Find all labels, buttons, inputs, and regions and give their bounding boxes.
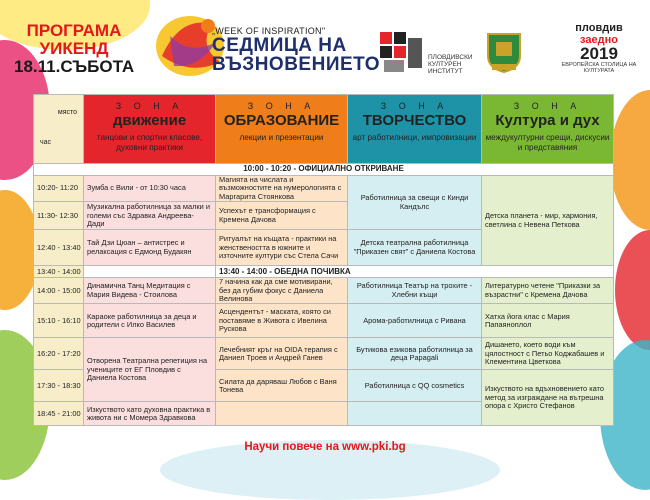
program-weekend: УИКЕНД xyxy=(39,39,109,58)
session-cell: Магията на числата и възможностите на нумерологията с Маргарита Стоянкова xyxy=(216,176,348,202)
zone-header-creativity: З О Н А ТВОРЧЕСТВО арт работилници, импровизации xyxy=(348,95,482,164)
lunch-row xyxy=(34,266,614,278)
session-cell: Работилница за свещи с Кинди Кандълс xyxy=(348,176,482,230)
time-cell: 18:45 - 21:00 xyxy=(34,402,84,426)
time-cell: 10:20- 11:20 xyxy=(34,176,84,202)
zaedno-word: заедно xyxy=(580,34,618,46)
plovdiv-year: 2019 xyxy=(580,44,618,63)
plovdiv-2019-logo xyxy=(560,22,638,74)
zone-header-row xyxy=(34,95,614,164)
session-cell: Зумба с Вили - от 10:30 часа xyxy=(84,176,216,202)
time-cell: 12:40 - 13:40 xyxy=(34,230,84,266)
session-cell: Работилница Театър на трохите - Хлебни къщи xyxy=(348,278,482,304)
time-cell: 15:10 - 16:10 xyxy=(34,304,84,338)
zone-header-education: З О Н А ОБРАЗОВАНИЕ лекции и презентации xyxy=(216,95,348,164)
session-cell xyxy=(216,402,348,426)
time-cell: 14:00 - 15:00 xyxy=(34,278,84,304)
session-cell: Отворена Театрална репетиция на учениците от ЕГ Пловдив с Даниела Костова xyxy=(84,338,216,402)
plovdiv-caption: ЕВРОПЕЙСКА СТОЛИЦА НА КУЛТУРАТА xyxy=(561,62,637,74)
plovdiv-crest-icon xyxy=(484,30,524,74)
decor-blob-right-top xyxy=(610,90,650,230)
session-cell: Силата да дарявaш Любов с Ваня Тонева xyxy=(216,370,348,402)
session-cell: Ритуалът на къщата - практики на женствеността в южните и източните култури със Стела Сачи xyxy=(216,230,348,266)
header xyxy=(0,0,650,92)
event-title-line1: СЕДМИЦА НА xyxy=(212,35,347,56)
session-cell: Хатха йога клас с Мария Папаяноплол xyxy=(482,304,614,338)
table-row xyxy=(34,304,614,338)
week-of-inspiration: „WEEK OF INSPIRATION" xyxy=(212,26,326,36)
footer-link[interactable]: Научи повече на www.pki.bg xyxy=(244,441,406,453)
session-cell: Лечебният кръг на OIDA терапия с Даниел Троев и Андрей Ганев xyxy=(216,338,348,370)
plovdiv-word: пловдив xyxy=(575,22,623,34)
table-row xyxy=(34,278,614,304)
session-cell: Бутикова езикова работилница за деца Papagali xyxy=(348,338,482,370)
session-cell: Тай Дзи Цюан – антистрес и релаксация с Едмонд Будакян xyxy=(84,230,216,266)
session-cell: Караоке работилница за деца и родители с Илко Василев xyxy=(84,304,216,338)
time-cell: 13:40 - 14:00 xyxy=(34,266,84,278)
pki-logo-icon xyxy=(378,30,426,74)
session-cell: Динамична Танц Медитация с Мария Видева - Стоилова xyxy=(84,278,216,304)
session-cell: Изкуството като духовна практика в живота ни с Момера Здравкова xyxy=(84,402,216,426)
session-cell: Музикална работилница за малки и големи със Здравка Андреева- Дади xyxy=(84,202,216,230)
opening-cell: 10:00 - 10:20 - ОФИЦИАЛНО ОТКРИВАНЕ xyxy=(34,164,614,176)
session-cell: Успехът е трансформация с Кремена Дачова xyxy=(216,202,348,230)
zone-header-movement: З О Н А движение танцови и спортни класове, духовни практики xyxy=(84,95,216,164)
lunch-empty-cell xyxy=(84,266,216,278)
table-row xyxy=(34,176,614,202)
table-row xyxy=(34,338,614,370)
schedule-table xyxy=(33,94,614,426)
event-title xyxy=(212,36,380,74)
hour-label: час xyxy=(40,138,52,146)
session-cell: Работилница с QQ cosmetics xyxy=(348,370,482,402)
lunch-cell: 13:40 - 14:00 - ОБЕДНА ПОЧИВКА xyxy=(216,266,614,278)
session-cell: Детска планета - мир, хармония, светлина с Невена Петкова xyxy=(482,176,614,266)
decor-blob-right-mid xyxy=(615,230,650,350)
session-cell: Литературно четене "Приказки за възрастни" с Кремена Дачова xyxy=(482,278,614,304)
session-cell: Дишането, което води към цялостност с Петьо Коджабашев и Клементина Цветкова xyxy=(482,338,614,370)
pki-name: ПЛОВДИВСКИ КУЛТУРЕН ИНСТИТУТ xyxy=(428,54,473,75)
program-title: ПРОГРАМА xyxy=(26,21,122,40)
session-cell xyxy=(348,402,482,426)
time-cell: 16:20 - 17:20 xyxy=(34,338,84,370)
zone-header-culture: З О Н А Култура и дух междукултурни срещи, дискусии и представяния xyxy=(482,95,614,164)
session-cell: Изкуството на вдъхновението като метод за изграждане на вътрешна опора с Христо Стефанов xyxy=(482,370,614,426)
session-cell: 7 начина как да сме мотивирани, без да губим фокус с Даниела Велинова xyxy=(216,278,348,304)
program-date: 18.11.СЪБОТА xyxy=(14,57,135,76)
event-title-line2: ВЪЗНОВЕНИЕТО xyxy=(212,54,381,75)
place-label: място xyxy=(57,109,77,116)
session-cell: Арома-работилница с Ривана xyxy=(348,304,482,338)
corner-cell xyxy=(34,95,84,164)
program-badge xyxy=(14,22,134,76)
time-cell: 11:30- 12:30 xyxy=(34,202,84,230)
session-cell: Асцендентът - маската, която си поставяме в Живота с Ивелина Рускова xyxy=(216,304,348,338)
time-cell: 17:30 - 18:30 xyxy=(34,370,84,402)
session-cell: Детска театрална работилница "Приказен свят" с Даниела Костова xyxy=(348,230,482,266)
opening-row xyxy=(34,164,614,176)
